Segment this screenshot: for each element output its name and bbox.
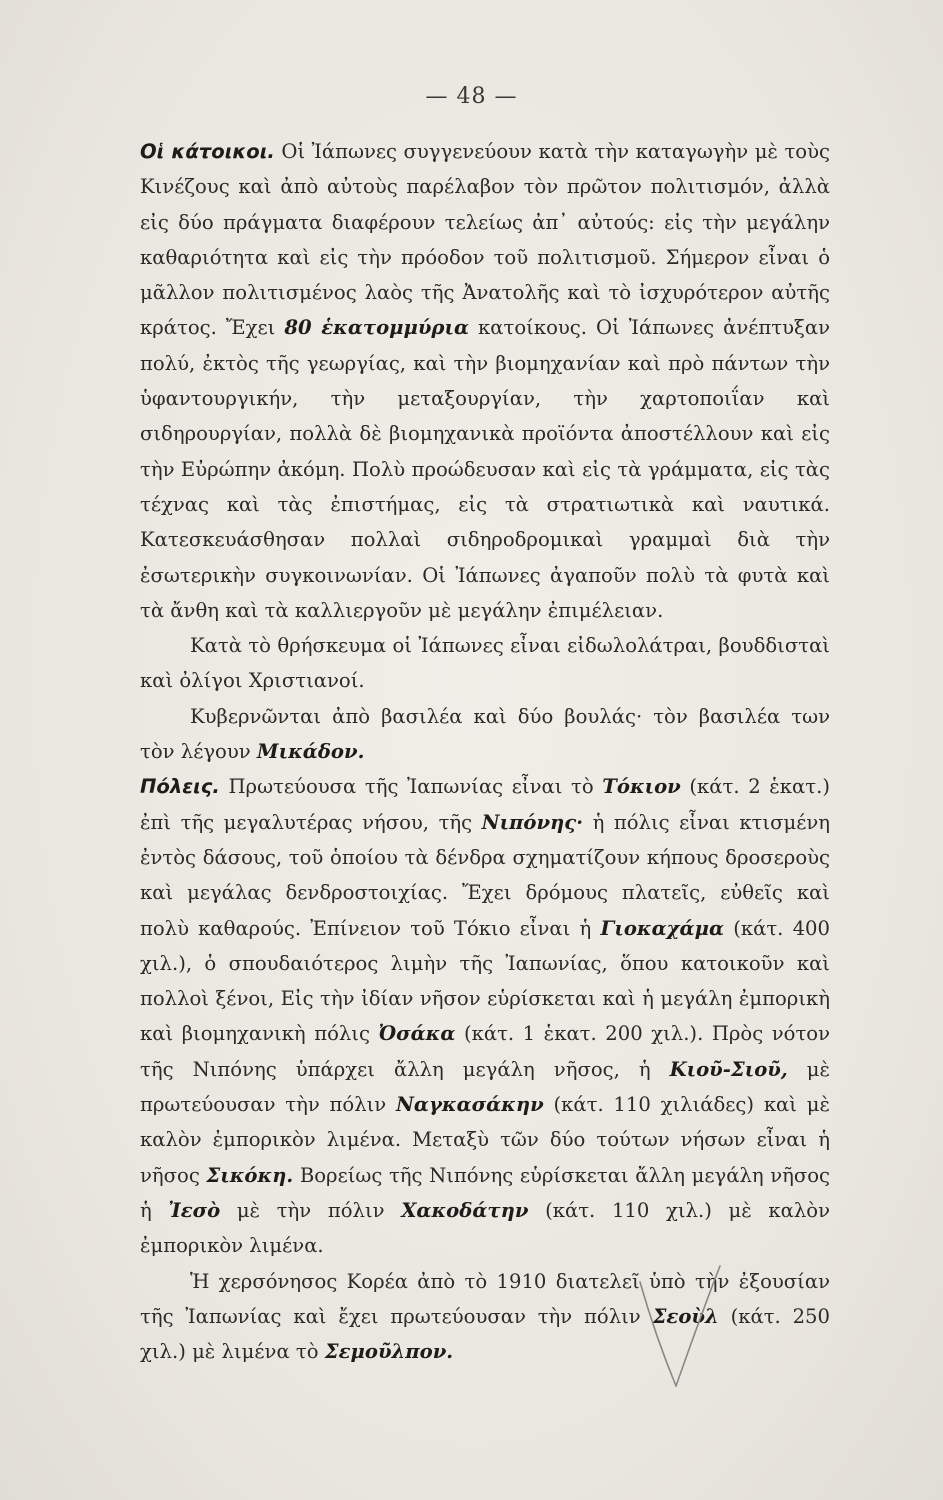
paragraph-korea <box>140 1264 830 1370</box>
body-text <box>140 134 830 1369</box>
text-span: (κάτ. 110 χιλ.) μὲ καλὸν ἐμπορικὸν λιμένα. <box>140 1198 831 1258</box>
emphasis-shikoku: Σικόκη. <box>206 1163 294 1187</box>
page-number: — 48 — <box>425 84 518 109</box>
emphasis-osaka: Ὀσάκα <box>378 1022 456 1046</box>
emphasis-mikado: Μικάδον. <box>256 740 365 764</box>
text-span: Κυβερνῶνται ἀπὸ βασιλέα καὶ δύο βουλάς· τὸν βασιλέα των τὸν λέγουν <box>140 704 830 764</box>
text-span: Βορείως τῆς Νιπόνης εὑρίσκεται ἄλλη μεγάλη νῆσος ἡ <box>140 1163 830 1222</box>
text-span: (κάτ. 400 χιλ.), ὁ σπουδαιότερος λιμὴν τῆς Ἰαπωνίας, ὅπου κατοικοῦν καὶ πολλοὶ ξένοι, Εἰς τὴν ἰδίαν νῆσον εὑρίσκεται καὶ ἡ μεγάλη ἐμπορικὴ καὶ βιομηχανικὴ πόλις <box>140 916 830 1046</box>
emphasis-tokyo: Τόκιον <box>602 775 681 799</box>
emphasis-population: 80 ἑκατομμύρια <box>284 316 470 340</box>
emphasis-hakodate: Χακοδάτην <box>401 1198 529 1222</box>
paragraph-government <box>140 699 830 770</box>
text-span: Κατὰ τὸ θρήσκευμα οἱ Ἰάπωνες εἶναι εἰδωλολάτραι, βουδδισταὶ καὶ ὀλίγοι Χριστιανοί. <box>140 634 830 693</box>
text-span: κατοίκους. Οἱ Ἰάπωνες ἀνέπτυξαν πολύ, ἐκτὸς τῆς γεωργίας, καὶ τὴν βιομηχανίαν καὶ πρὸ πάντων τὴν ὑφαντουργικήν, τὴν μεταξουργίαν, τὴν χαρτοποιΐαν καὶ σιδηρουργίαν, πολλὰ δὲ βιομηχανικὰ προϊόντα ἀποστέλλουν καὶ εἰς τὴν Εὐρώπην ἀκόμη. Πολὺ προώδευσαν καὶ εἰς τὰ γράμματα, εἰς τὰς τέχνας καὶ τὰς ἐπιστήμας, εἰς τὰ στρατιωτικὰ καὶ ναυτικά. Κατεσκευάσθησαν πολλαὶ σιδηροδρομικαὶ γραμμαὶ διὰ τὴν ἐσωτερικὴν συγκοινωνίαν. Οἱ Ἰάπωνες ἀγαποῦν πολὺ τὰ φυτὰ καὶ τὰ ἄνθη καὶ τὰ καλλιεργοῦν μὲ μεγάλην ἐπιμέλειαν. <box>140 316 830 622</box>
paragraph-inhabitants <box>140 134 830 628</box>
text-span: (κάτ. 2 ἑκατ.) ἐπὶ τῆς μεγαλυτέρας νήσου, τῆς <box>140 775 830 834</box>
emphasis-chemulpo: Σεμοῦλπον. <box>324 1340 454 1364</box>
emphasis-kyushu: Κιοῦ-Σιοῦ, <box>669 1057 788 1081</box>
text-span: μὲ τὴν πόλιν <box>220 1198 402 1222</box>
emphasis-nippon: Νιπόνης· <box>481 810 584 834</box>
paragraph-religion <box>140 628 830 699</box>
checkmark-pencil-icon <box>636 1262 726 1392</box>
text-span: (κάτ. 250 χιλ.) μὲ λιμένα τὸ <box>140 1304 830 1364</box>
text-span: ἡ πόλις εἶναι κτισμένη ἐντὸς δάσους, τοῦ ὁποίου τὰ δένδρα σχηματίζουν κήπους δροσεροὺς καὶ μεγάλας δενδροστοιχίας. Ἔχει δρόμους πλατεῖς, εὐθεῖς καὶ πολὺ καθαρούς. Ἐπίνειον τοῦ Τόκιο εἶναι ἡ <box>140 810 830 940</box>
emphasis-yokohama: Γιοκαχάμα <box>600 916 725 940</box>
section-heading-inhabitants: Οἱ κάτοικοι. <box>140 140 275 163</box>
text-span: μὲ πρωτεύουσαν τὴν πόλιν <box>140 1057 830 1117</box>
section-heading-cities: Πόλεις. <box>140 775 220 799</box>
text-span: Πρωτεύουσα τῆς Ἰαπωνίας εἶναι τὸ <box>219 775 603 799</box>
text-span: (κάτ. 110 χιλιάδες) καὶ μὲ καλὸν ἐμπορικὸν λιμένα. Μεταξὺ τῶν δύο τούτων νήσων εἶναι ἡ νῆσος <box>140 1093 830 1187</box>
emphasis-nagasaki: Ναγκασάκην <box>395 1093 544 1117</box>
emphasis-yezo: Ἰεσὸ <box>168 1198 221 1222</box>
emphasis-seoul: Σεοὺλ <box>652 1304 719 1328</box>
paragraph-cities <box>140 769 830 1263</box>
text-span: Οἱ Ἰάπωνες συγγενεύουν κατὰ τὴν καταγωγὴν μὲ τοὺς Κινέζους καὶ ἀπὸ αὐτοὺς παρέλαβον τὸν πρῶτον πολιτισμόν, ἀλλὰ εἰς δύο πράγματα διαφέρουν τελείως ἀπ᾽ αὐτούς: εἰς τὴν μεγάλην καθαριότητα καὶ εἰς τὴν πρόοδον τοῦ πολιτισμοῦ. Σήμερον εἶναι ὁ μᾶλλον πολιτισμένος λαὸς τῆς Ἀνατολῆς καὶ τὸ ἰσχυρότερον αὐτῆς κράτος. Ἔχει <box>140 140 830 340</box>
text-span: Ἡ χερσόνησος Κορέα ἀπὸ τὸ 1910 διατελεῖ ὑπὸ τὴν ἐξουσίαν τῆς Ἰαπωνίας καὶ ἔχει πρωτεύουσαν τὴν πόλιν <box>140 1269 830 1328</box>
text-span: (κάτ. 1 ἑκατ. 200 χιλ.). Πρὸς νότον τῆς Νιπόνης ὑπάρχει ἄλλη μεγάλη νῆσος, ἡ <box>140 1022 830 1081</box>
